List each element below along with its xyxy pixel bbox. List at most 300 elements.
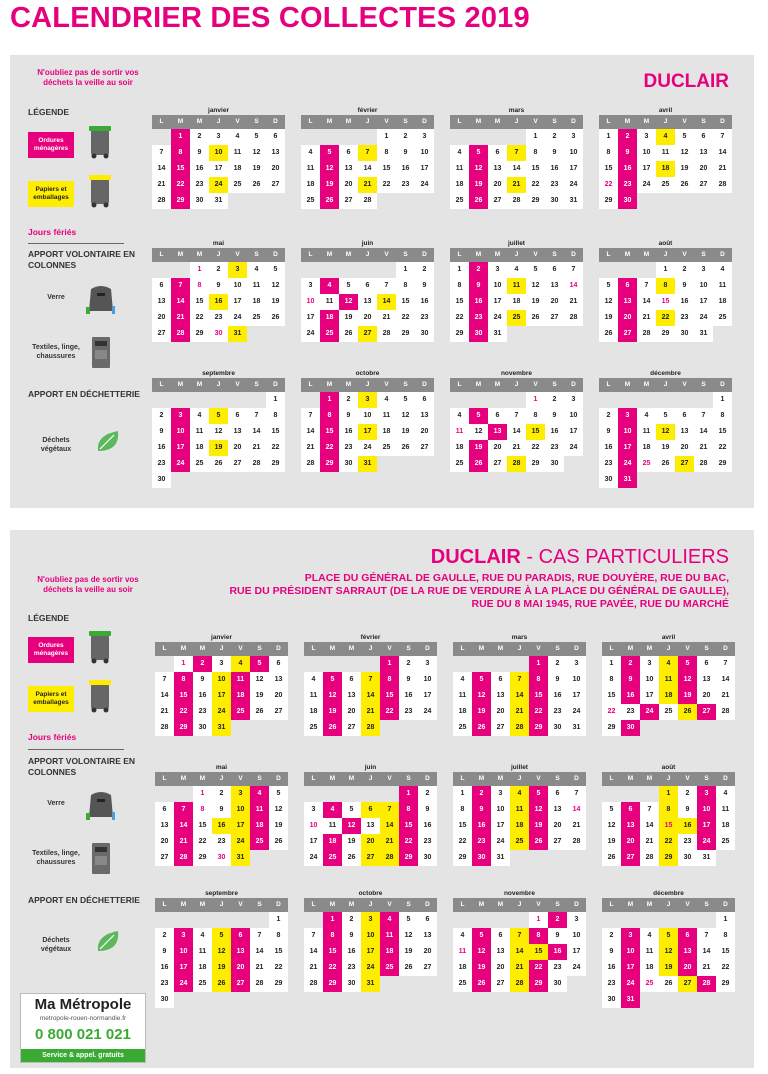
textile-container-icon	[86, 335, 116, 369]
month-name: janvier	[211, 634, 232, 641]
day-cell: 8	[599, 145, 618, 161]
day-cell: 8	[266, 408, 285, 424]
weekday-header: L	[450, 248, 469, 262]
weekday-header: V	[231, 642, 250, 656]
day-cell: 9	[209, 278, 228, 294]
day-cell: 20	[342, 704, 361, 720]
day-cell: 10	[358, 408, 377, 424]
day-cell: 11	[228, 145, 247, 161]
day-cell: 17	[418, 688, 437, 704]
day-cell-ordures: 10	[171, 424, 190, 440]
day-cell: 24	[491, 834, 510, 850]
day-cell-papiers: 3	[231, 786, 250, 802]
day-cell-ordures: 1	[171, 129, 190, 145]
weekday-header: M	[491, 898, 510, 912]
month-calendar	[450, 240, 583, 342]
day-cell-ordures: 20	[231, 960, 250, 976]
weekday-header: M	[339, 115, 358, 129]
weekday-header: L	[453, 642, 472, 656]
weekday-header: S	[697, 642, 716, 656]
day-cell: 3	[415, 129, 434, 145]
day-cell-ordures: 28	[697, 976, 716, 992]
day-cell: 11	[304, 688, 323, 704]
day-cell-papiers: 8	[659, 802, 678, 818]
day-cell-papiers: 21	[510, 704, 529, 720]
day-cell-papiers: 11	[507, 278, 526, 294]
day-cell-ordures: 27	[697, 704, 716, 720]
day-cell: 28	[694, 456, 713, 472]
day-cell-ordures: 5	[472, 672, 491, 688]
day-cell: 7	[716, 656, 735, 672]
day-cell: 3	[301, 278, 320, 294]
day-cell-ordures: 16	[472, 818, 491, 834]
day-cell: 7	[155, 672, 174, 688]
weekday-header: V	[380, 642, 399, 656]
day-cell: 4	[713, 262, 732, 278]
day-cell-papiers: 16	[678, 818, 697, 834]
month-grid	[599, 378, 732, 488]
weekday-header: M	[320, 115, 339, 129]
day-cell-ordures: 20	[621, 834, 640, 850]
day-cell: 1	[602, 656, 621, 672]
day-cell: 5	[399, 912, 418, 928]
day-cell: 30	[209, 326, 228, 342]
yellow-lid-bin-icon	[88, 677, 112, 713]
weekday-header: M	[171, 115, 190, 129]
weekday-header: L	[155, 898, 174, 912]
day-cell: 28	[713, 177, 732, 193]
day-cell: 31	[694, 326, 713, 342]
weekday-header: V	[377, 115, 396, 129]
weekday-header: M	[320, 378, 339, 392]
day-cell: 24	[304, 850, 323, 866]
weekday-header: M	[193, 898, 212, 912]
day-cell: 5	[526, 262, 545, 278]
weekday-header: M	[621, 772, 640, 786]
day-cell: 17	[567, 688, 586, 704]
day-cell-ordures: 8	[529, 928, 548, 944]
street-line: RUE DU 8 MAI 1945, RUE PAVÉE, RUE DU MARCHÉ	[471, 598, 729, 610]
month-calendar	[450, 107, 583, 209]
day-cell-ordures: 29	[323, 976, 342, 992]
day-cell: 24	[301, 326, 320, 342]
weekday-header: S	[250, 642, 269, 656]
day-cell-papiers: 12	[656, 424, 675, 440]
day-cell: 1	[656, 262, 675, 278]
weekday-header: L	[453, 898, 472, 912]
empty-cell	[637, 392, 656, 408]
day-cell: 28	[247, 456, 266, 472]
day-cell: 6	[491, 928, 510, 944]
day-cell: 11	[713, 278, 732, 294]
weekday-header: S	[697, 772, 716, 786]
day-cell: 3	[491, 786, 510, 802]
day-cell: 26	[342, 850, 361, 866]
day-cell: 21	[250, 960, 269, 976]
day-cell: 23	[152, 456, 171, 472]
day-cell-ordures: 7	[171, 278, 190, 294]
day-cell: 9	[545, 145, 564, 161]
day-cell: 11	[453, 944, 472, 960]
day-cell: 17	[564, 424, 583, 440]
day-cell-ordures: 12	[469, 161, 488, 177]
day-cell: 29	[190, 326, 209, 342]
weekday-header: M	[323, 898, 342, 912]
day-cell: 7	[567, 786, 586, 802]
day-cell: 1	[453, 786, 472, 802]
weekday-header: S	[545, 248, 564, 262]
day-cell: 13	[342, 688, 361, 704]
day-cell: 3	[564, 392, 583, 408]
day-cell: 24	[637, 177, 656, 193]
day-cell: 16	[415, 294, 434, 310]
day-cell: 23	[675, 310, 694, 326]
weekday-header: M	[190, 248, 209, 262]
day-cell: 3	[640, 656, 659, 672]
day-cell: 29	[716, 976, 735, 992]
verre-label: Verre	[47, 800, 65, 807]
day-cell: 21	[304, 960, 323, 976]
day-cell-ordures: 8	[529, 672, 548, 688]
empty-cell	[171, 392, 190, 408]
day-cell-ordures: 9	[472, 802, 491, 818]
day-cell: 9	[599, 424, 618, 440]
day-cell: 29	[396, 326, 415, 342]
day-cell-ordures: 19	[323, 704, 342, 720]
day-cell: 12	[602, 818, 621, 834]
day-cell: 13	[415, 408, 434, 424]
day-cell-ordures: 10	[621, 944, 640, 960]
weekday-header: V	[678, 772, 697, 786]
day-cell: 30	[548, 976, 567, 992]
empty-cell	[694, 392, 713, 408]
day-cell-papiers: 3	[358, 392, 377, 408]
month-calendar	[602, 764, 735, 866]
day-cell: 26	[269, 834, 288, 850]
empty-cell	[637, 262, 656, 278]
day-cell-papiers: 21	[507, 177, 526, 193]
day-cell: 20	[548, 818, 567, 834]
day-cell-ordures: 15	[320, 424, 339, 440]
day-cell: 27	[491, 720, 510, 736]
day-cell: 21	[507, 440, 526, 456]
day-cell: 9	[212, 802, 231, 818]
day-cell: 7	[250, 928, 269, 944]
day-cell-ordures: 12	[339, 294, 358, 310]
day-cell-ordures: 19	[469, 440, 488, 456]
day-cell: 11	[377, 408, 396, 424]
day-cell: 2	[209, 262, 228, 278]
day-cell: 23	[548, 960, 567, 976]
day-cell: 27	[488, 456, 507, 472]
empty-cell	[339, 129, 358, 145]
day-cell: 3	[418, 656, 437, 672]
day-cell: 16	[396, 161, 415, 177]
empty-cell	[510, 912, 529, 928]
day-cell: 8	[450, 278, 469, 294]
day-cell: 20	[488, 177, 507, 193]
green-leaf-icon	[94, 427, 122, 455]
day-cell: 16	[342, 944, 361, 960]
day-cell-ordures: 22	[399, 834, 418, 850]
day-cell: 6	[415, 392, 434, 408]
month-name: juin	[364, 764, 377, 771]
day-cell-ordures: 8	[380, 672, 399, 688]
weekday-header: J	[659, 898, 678, 912]
empty-cell	[618, 262, 637, 278]
weekday-header: M	[491, 642, 510, 656]
empty-cell	[621, 786, 640, 802]
weekday-header: S	[548, 898, 567, 912]
day-cell: 10	[415, 145, 434, 161]
empty-cell	[453, 656, 472, 672]
day-cell-ordures: 9	[618, 145, 637, 161]
day-cell-ordures: 8	[399, 802, 418, 818]
day-cell-papiers: 7	[510, 672, 529, 688]
day-cell: 25	[193, 976, 212, 992]
day-cell: 13	[361, 818, 380, 834]
day-cell: 23	[418, 834, 437, 850]
weekday-header: J	[656, 115, 675, 129]
day-cell-papiers: 1	[659, 786, 678, 802]
day-cell: 26	[599, 326, 618, 342]
day-cell: 29	[602, 720, 621, 736]
day-cell: 25	[450, 456, 469, 472]
day-cell: 3	[564, 129, 583, 145]
day-cell-ordures: 2	[472, 786, 491, 802]
day-cell: 11	[193, 944, 212, 960]
day-cell: 22	[193, 834, 212, 850]
day-cell: 8	[396, 278, 415, 294]
day-cell: 13	[697, 672, 716, 688]
day-cell: 23	[396, 177, 415, 193]
day-cell: 8	[602, 672, 621, 688]
day-cell: 2	[675, 262, 694, 278]
day-cell-ordures: 8	[323, 928, 342, 944]
day-cell: 28	[564, 310, 583, 326]
day-cell: 14	[155, 688, 174, 704]
day-cell: 13	[491, 944, 510, 960]
empty-cell	[301, 392, 320, 408]
calendar-panel-duclair	[10, 55, 754, 508]
weekday-header: S	[548, 642, 567, 656]
weekday-header: D	[418, 898, 437, 912]
day-cell: 6	[266, 129, 285, 145]
day-cell: 18	[507, 294, 526, 310]
weekday-header: L	[304, 772, 323, 786]
day-cell: 3	[567, 912, 586, 928]
day-cell: 20	[491, 960, 510, 976]
day-cell: 21	[716, 688, 735, 704]
weekday-header: J	[358, 378, 377, 392]
empty-cell	[190, 392, 209, 408]
month-name: octobre	[355, 370, 380, 377]
empty-cell	[361, 786, 380, 802]
day-cell: 25	[190, 456, 209, 472]
day-cell-papiers: 22	[656, 310, 675, 326]
day-cell: 29	[453, 850, 472, 866]
day-cell: 27	[155, 850, 174, 866]
day-cell: 4	[301, 145, 320, 161]
metropole-logo	[20, 993, 146, 1063]
day-cell: 4	[193, 928, 212, 944]
day-cell: 31	[564, 193, 583, 209]
weekday-header: M	[640, 898, 659, 912]
weekday-header: S	[694, 115, 713, 129]
day-cell: 14	[152, 161, 171, 177]
empty-cell	[231, 912, 250, 928]
month-name: décembre	[653, 890, 684, 897]
day-cell-ordures: 18	[320, 310, 339, 326]
day-cell: 21	[697, 960, 716, 976]
day-cell: 7	[152, 145, 171, 161]
day-cell: 28	[155, 720, 174, 736]
day-cell: 14	[301, 424, 320, 440]
month-name: décembre	[650, 370, 681, 377]
day-cell-ordures: 19	[678, 688, 697, 704]
weekday-header: V	[675, 378, 694, 392]
weekday-header: L	[152, 378, 171, 392]
day-cell-ordures: 5	[678, 656, 697, 672]
day-cell: 9	[548, 672, 567, 688]
empty-cell	[697, 912, 716, 928]
month-calendar	[599, 240, 732, 342]
day-cell: 11	[247, 278, 266, 294]
day-cell-papiers: 16	[209, 294, 228, 310]
weekday-header: L	[599, 378, 618, 392]
day-cell: 13	[491, 688, 510, 704]
day-cell: 8	[453, 802, 472, 818]
day-cell: 11	[323, 818, 342, 834]
day-cell-papiers: 10	[231, 802, 250, 818]
day-cell: 15	[716, 944, 735, 960]
weekday-header: M	[342, 642, 361, 656]
weekday-header: J	[361, 898, 380, 912]
day-cell-ordures: 5	[529, 786, 548, 802]
day-cell-ordures: 10	[618, 424, 637, 440]
day-cell: 26	[396, 440, 415, 456]
day-cell-ordures: 31	[618, 472, 637, 488]
day-cell: 20	[675, 440, 694, 456]
empty-cell	[621, 912, 640, 928]
divider	[28, 243, 124, 244]
day-cell: 25	[453, 720, 472, 736]
day-cell: 29	[713, 456, 732, 472]
day-cell-ordures: 24	[697, 834, 716, 850]
day-cell: 6	[228, 408, 247, 424]
day-cell: 25	[377, 440, 396, 456]
month-name: septembre	[202, 370, 235, 377]
weekday-header: J	[659, 772, 678, 786]
day-cell: 7	[301, 408, 320, 424]
month-grid	[450, 248, 583, 342]
day-cell: 12	[675, 145, 694, 161]
month-grid	[152, 378, 285, 488]
empty-cell	[469, 129, 488, 145]
day-cell: 3	[637, 129, 656, 145]
day-cell: 25	[640, 976, 659, 992]
ordures-legend-badge: Ordures ménagères	[28, 132, 74, 158]
day-cell-papiers: 21	[361, 704, 380, 720]
glass-container-icon	[86, 281, 116, 315]
month-name: avril	[658, 107, 673, 114]
apport-decheterie-heading: APPORT EN DÉCHETTERIE	[28, 895, 140, 905]
day-cell: 4	[453, 672, 472, 688]
weekday-header: M	[193, 772, 212, 786]
day-cell: 7	[640, 802, 659, 818]
day-cell-ordures: 16	[469, 294, 488, 310]
day-cell: 17	[491, 818, 510, 834]
day-cell: 29	[599, 193, 618, 209]
day-cell-ordures: 12	[472, 688, 491, 704]
apport-colonnes-heading: APPORT VOLONTAIRE EN COLONNES	[28, 249, 136, 270]
month-grid	[304, 772, 437, 866]
day-cell: 8	[193, 802, 212, 818]
empty-cell	[675, 392, 694, 408]
weekday-header: S	[694, 248, 713, 262]
weekday-header: V	[380, 898, 399, 912]
day-cell: 20	[339, 177, 358, 193]
month-calendar	[152, 107, 285, 209]
day-cell: 14	[716, 672, 735, 688]
empty-cell	[507, 392, 526, 408]
day-cell-ordures: 26	[323, 720, 342, 736]
day-cell-ordures: 24	[171, 456, 190, 472]
day-cell-papiers: 8	[656, 278, 675, 294]
section-subtitle: - CAS PARTICULIERS	[526, 546, 729, 568]
day-cell: 28	[358, 193, 377, 209]
day-cell: 30	[545, 456, 564, 472]
day-cell: 9	[675, 278, 694, 294]
weekday-header: M	[469, 378, 488, 392]
day-cell: 8	[526, 408, 545, 424]
day-cell: 7	[694, 408, 713, 424]
weekday-header: S	[396, 378, 415, 392]
day-cell-ordures: 11	[231, 672, 250, 688]
day-cell: 31	[567, 720, 586, 736]
month-calendar	[450, 370, 583, 472]
day-cell-ordures: 10	[697, 802, 716, 818]
day-cell: 19	[396, 424, 415, 440]
empty-cell	[469, 392, 488, 408]
day-cell: 15	[602, 688, 621, 704]
day-cell-ordures: 30	[469, 326, 488, 342]
day-cell: 17	[301, 310, 320, 326]
day-cell: 23	[415, 310, 434, 326]
day-cell-ordures: 22	[174, 704, 193, 720]
day-cell: 1	[266, 392, 285, 408]
day-cell: 16	[339, 424, 358, 440]
weekday-header: M	[174, 772, 193, 786]
day-cell: 21	[564, 294, 583, 310]
empty-cell	[599, 392, 618, 408]
day-cell: 24	[564, 177, 583, 193]
day-cell-papiers: 26	[678, 704, 697, 720]
day-cell: 18	[637, 440, 656, 456]
day-cell: 19	[342, 834, 361, 850]
reminder-text: N'oubliez pas de sortir vos déchets la veille au soir	[37, 68, 139, 87]
day-cell-ordures: 19	[472, 960, 491, 976]
day-cell: 21	[637, 310, 656, 326]
day-cell: 2	[396, 129, 415, 145]
day-cell: 20	[418, 944, 437, 960]
day-cell: 13	[488, 161, 507, 177]
day-cell-papiers: 31	[212, 720, 231, 736]
day-cell-ordures: 4	[380, 912, 399, 928]
weekday-header: V	[678, 642, 697, 656]
day-cell: 15	[190, 294, 209, 310]
weekday-header: D	[567, 898, 586, 912]
